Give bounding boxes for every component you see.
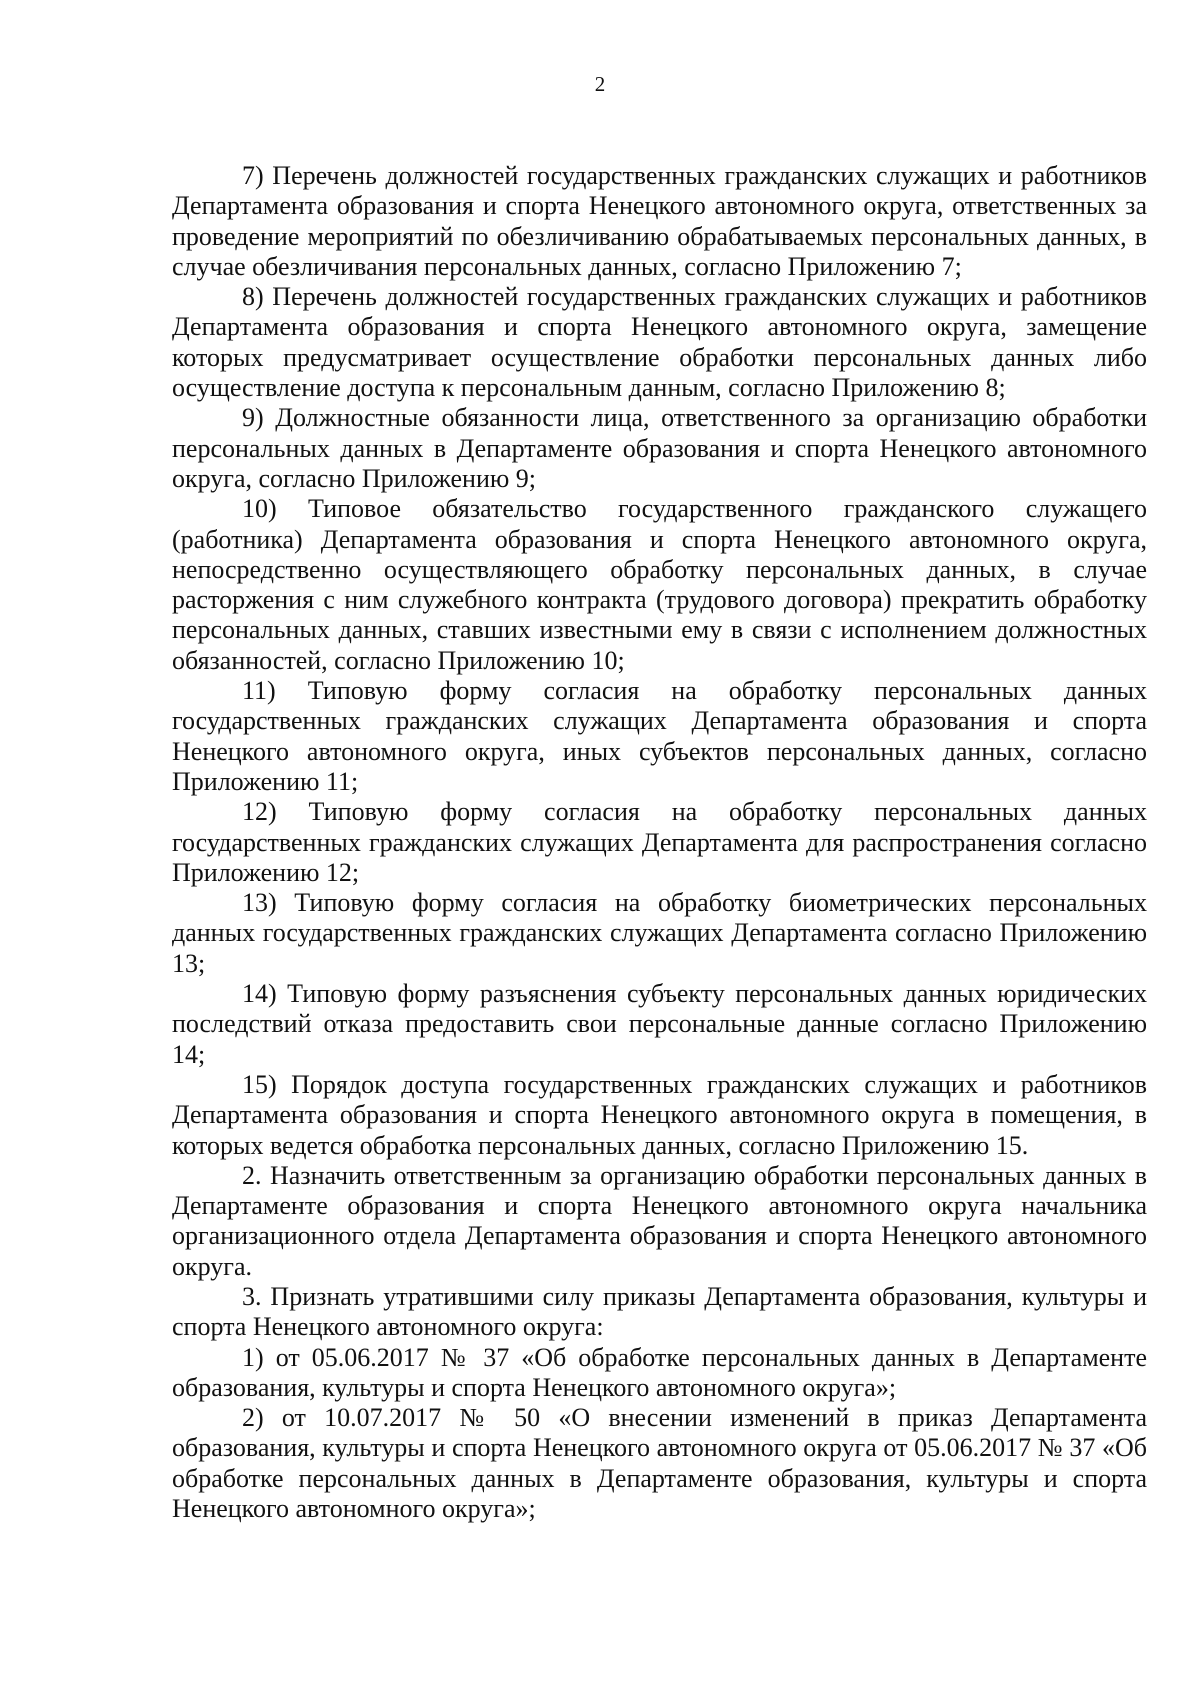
- repealed-order-2: 2) от 10.07.2017 № 50 «О внесении изменений в приказ Департамента образования, культуры и спорта Ненецкого автономного округа от 05.06.2017 № 37 «Об обработке персональных данных в Департаменте образования, культуры и спорта Ненецкого автономного округа»;: [172, 1403, 1147, 1524]
- repealed-order-1: 1) от 05.06.2017 № 37 «Об обработке персональных данных в Департаменте образования, культуры и спорта Ненецкого автономного округа»;: [172, 1342, 1147, 1402]
- list-item-14: 14) Типовую форму разъяснения субъекту персональных данных юридических последствий отказа предоставить свои персональные данные согласно Приложению 14;: [172, 979, 1147, 1069]
- list-item-13: 13) Типовую форму согласия на обработку биометрических персональных данных государственных гражданских служащих Департамента согласно Приложению 13;: [172, 888, 1147, 978]
- list-item-11: 11) Типовую форму согласия на обработку персональных данных государственных гражданских служащих Департамента образования и спорта Ненецкого автономного округа, иных субъектов персональных данных, согласно Приложению 11;: [172, 676, 1147, 796]
- list-item-12: 12) Типовую форму согласия на обработку персональных данных государственных гражданских служащих Департамента для распространения согласно Приложению 12;: [172, 797, 1147, 887]
- list-item-7: 7) Перечень должностей государственных гражданских служащих и работников Департамента образования и спорта Ненецкого автономного округа, ответственных за проведение мероприятий по обезличиванию обрабатываемых персональных данных, в случае обезличивания персональных данных, согласно Приложению 7;: [172, 161, 1147, 281]
- clause-3-repeal: 3. Признать утратившими силу приказы Департамента образования, культуры и спорта Ненецкого автономного округа:: [172, 1281, 1147, 1342]
- list-item-10: 10) Типовое обязательство государственного гражданского служащего (работника) Департамента образования и спорта Ненецкого автономного округа, непосредственно осуществляющего обработку персональных данных, в случае расторжения с ним служебного контракта (трудового договора) прекратить обработку персональных данных, ставших известными ему в связи с исполнением должностных обязанностей, согласно Приложению 10;: [172, 494, 1147, 675]
- document-body: [172, 161, 1147, 1524]
- list-item-9: 9) Должностные обязанности лица, ответственного за организацию обработки персональных данных в Департаменте образования и спорта Ненецкого автономного округа, согласно Приложению 9;: [172, 403, 1147, 493]
- list-item-8: 8) Перечень должностей государственных гражданских служащих и работников Департамента образования и спорта Ненецкого автономного округа, замещение которых предусматривает осуществление обработки персональных данных либо осуществление доступа к персональным данным, согласно Приложению 8;: [172, 282, 1147, 403]
- list-item-15: 15) Порядок доступа государственных гражданских служащих и работников Департамента образования и спорта Ненецкого автономного округа в помещения, в которых ведется обработка персональных данных, согласно Приложению 15.: [172, 1069, 1147, 1160]
- clause-2-appointment: 2. Назначить ответственным за организацию обработки персональных данных в Департаменте образования и спорта Ненецкого автономного округа начальника организационного отдела Департамента образования и спорта Ненецкого автономного округа.: [172, 1160, 1147, 1281]
- page-number: 2: [594, 72, 606, 96]
